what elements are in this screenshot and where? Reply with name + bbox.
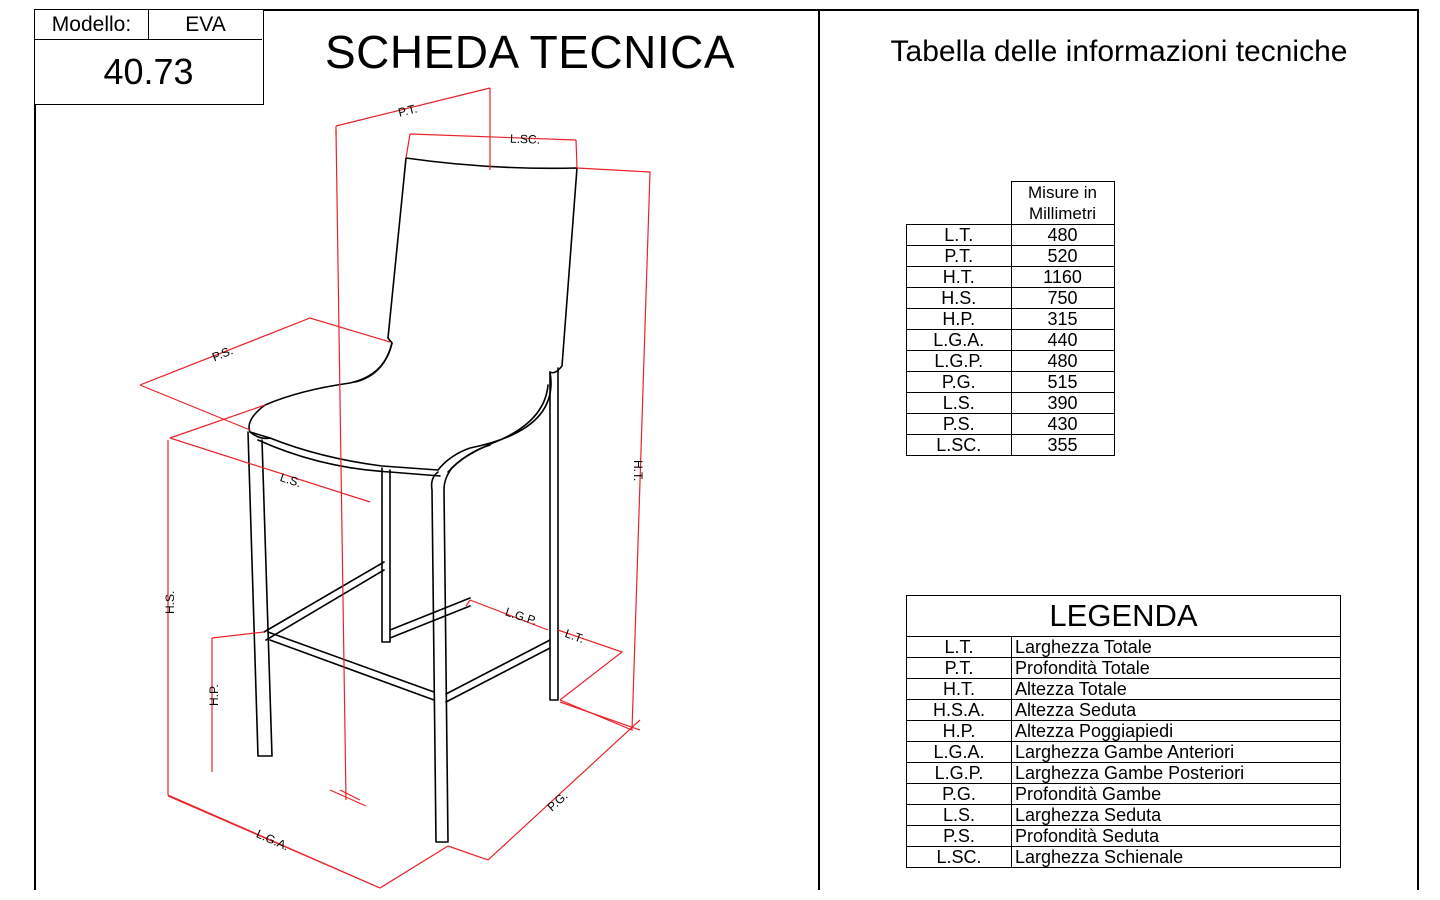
measurement-code: P.S. bbox=[907, 414, 1012, 435]
legend-code: H.T. bbox=[907, 679, 1012, 700]
label-lga: L.G.A. bbox=[254, 826, 291, 854]
frame-divider-line bbox=[818, 9, 820, 890]
page-title: SCHEDA TECNICA bbox=[324, 26, 736, 78]
legend-code: L.SC. bbox=[907, 847, 1012, 868]
legend-title: LEGENDA bbox=[907, 596, 1341, 637]
legend-code: L.T. bbox=[907, 637, 1012, 658]
footrest-left bbox=[264, 562, 384, 640]
model-label: Modello: bbox=[35, 10, 149, 40]
label-ls: L.S. bbox=[278, 470, 303, 491]
measurement-code: L.T. bbox=[907, 225, 1012, 246]
footrest-right bbox=[446, 640, 550, 702]
legend-row bbox=[907, 847, 1341, 868]
legend-description: Altezza Seduta bbox=[1012, 700, 1341, 721]
measurement-row bbox=[907, 246, 1115, 267]
chair-outline bbox=[248, 158, 577, 842]
legend-description: Larghezza Seduta bbox=[1012, 805, 1341, 826]
legend-description: Larghezza Totale bbox=[1012, 637, 1341, 658]
measurement-row bbox=[907, 267, 1115, 288]
legend-code: L.G.P. bbox=[907, 763, 1012, 784]
model-code: 40.73 bbox=[103, 51, 194, 92]
measurement-code: L.S. bbox=[907, 393, 1012, 414]
legend-description: Profondità Gambe bbox=[1012, 784, 1341, 805]
measurement-code: H.S. bbox=[907, 288, 1012, 309]
rear-left-leg bbox=[382, 468, 390, 642]
frame-right-line bbox=[1417, 9, 1419, 890]
label-lt: L.T. bbox=[563, 626, 587, 647]
measurement-code: P.T. bbox=[907, 246, 1012, 267]
legend-code: P.S. bbox=[907, 826, 1012, 847]
measurement-row bbox=[907, 435, 1115, 456]
front-right-leg bbox=[432, 445, 490, 842]
measurement-row bbox=[907, 351, 1115, 372]
label-pg: P.G. bbox=[544, 788, 571, 815]
measurement-code: L.G.P. bbox=[907, 351, 1012, 372]
legend-description: Larghezza Gambe Posteriori bbox=[1012, 763, 1341, 784]
measurement-code: H.P. bbox=[907, 309, 1012, 330]
legend-row bbox=[907, 637, 1341, 658]
measurements-header: Misure in Millimetri bbox=[1011, 182, 1114, 225]
legend-code: H.S.A. bbox=[907, 700, 1012, 721]
measurement-row bbox=[907, 372, 1115, 393]
legend-row bbox=[907, 658, 1341, 679]
legend-code: L.G.A. bbox=[907, 742, 1012, 763]
legend-row bbox=[907, 679, 1341, 700]
footrest-front bbox=[268, 632, 434, 700]
label-pt: P.T. bbox=[396, 101, 419, 120]
measurement-row bbox=[907, 393, 1115, 414]
label-hs: H.S. bbox=[163, 590, 177, 614]
measurement-value: 520 bbox=[1011, 246, 1114, 267]
footrest-rear bbox=[390, 598, 470, 638]
legend-description: Profondità Seduta bbox=[1012, 826, 1341, 847]
legend-description: Larghezza Schienale bbox=[1012, 847, 1341, 868]
measurement-row bbox=[907, 309, 1115, 330]
measurement-code: P.G. bbox=[907, 372, 1012, 393]
dim-lsc bbox=[406, 131, 577, 168]
measurement-value: 750 bbox=[1011, 288, 1114, 309]
measurement-value: 515 bbox=[1011, 372, 1114, 393]
dim-lga bbox=[168, 796, 448, 888]
dim-pg bbox=[448, 702, 640, 860]
measurement-code: H.T. bbox=[907, 267, 1012, 288]
model-name: EVA bbox=[149, 10, 262, 40]
table-title: Tabella delle informazioni tecniche bbox=[890, 35, 1348, 68]
legend-description: Profondità Totale bbox=[1012, 658, 1341, 679]
legend-row bbox=[907, 784, 1341, 805]
legend-code: P.T. bbox=[907, 658, 1012, 679]
measurement-value: 430 bbox=[1011, 414, 1114, 435]
measurement-row bbox=[907, 330, 1115, 351]
measurement-value: 440 bbox=[1011, 330, 1114, 351]
legend-row bbox=[907, 826, 1341, 847]
legend-code: L.S. bbox=[907, 805, 1012, 826]
label-hp: H.P. bbox=[207, 684, 221, 706]
label-ps: P.S. bbox=[210, 343, 235, 365]
legend-row bbox=[907, 763, 1341, 784]
measurement-value: 390 bbox=[1011, 393, 1114, 414]
measurement-value: 1160 bbox=[1011, 267, 1114, 288]
measurement-value: 355 bbox=[1011, 435, 1114, 456]
backrest-inner bbox=[355, 343, 392, 382]
legend-row bbox=[907, 700, 1341, 721]
rear-right-leg bbox=[550, 368, 558, 700]
legend-description: Altezza Totale bbox=[1012, 679, 1341, 700]
measurements-corner bbox=[907, 182, 1012, 225]
legend-code: P.G. bbox=[907, 784, 1012, 805]
leg-frame-curve bbox=[448, 385, 548, 472]
measurement-value: 480 bbox=[1011, 351, 1114, 372]
label-ht: H.T. bbox=[631, 460, 645, 482]
legend-code: H.P. bbox=[907, 721, 1012, 742]
legend-row bbox=[907, 805, 1341, 826]
dim-ps bbox=[140, 318, 390, 430]
label-lsc: L.SC. bbox=[509, 131, 541, 147]
measurement-row bbox=[907, 288, 1115, 309]
measurement-code: L.SC. bbox=[907, 435, 1012, 456]
measurements-table bbox=[906, 181, 1115, 456]
measurement-value: 480 bbox=[1011, 225, 1114, 246]
legend-row bbox=[907, 742, 1341, 763]
legend-row bbox=[907, 721, 1341, 742]
measurement-row bbox=[907, 225, 1115, 246]
measurement-value: 315 bbox=[1011, 309, 1114, 330]
dim-pt bbox=[336, 88, 490, 170]
legend-description: Altezza Poggiapiedi bbox=[1012, 721, 1341, 742]
front-left-leg bbox=[248, 432, 272, 756]
dim-hs bbox=[168, 440, 380, 888]
measurement-code: L.G.A. bbox=[907, 330, 1012, 351]
legend-description: Larghezza Gambe Anteriori bbox=[1012, 742, 1341, 763]
measurement-row bbox=[907, 414, 1115, 435]
label-lgp: L.G.P. bbox=[503, 604, 539, 629]
legend-table bbox=[906, 595, 1341, 868]
